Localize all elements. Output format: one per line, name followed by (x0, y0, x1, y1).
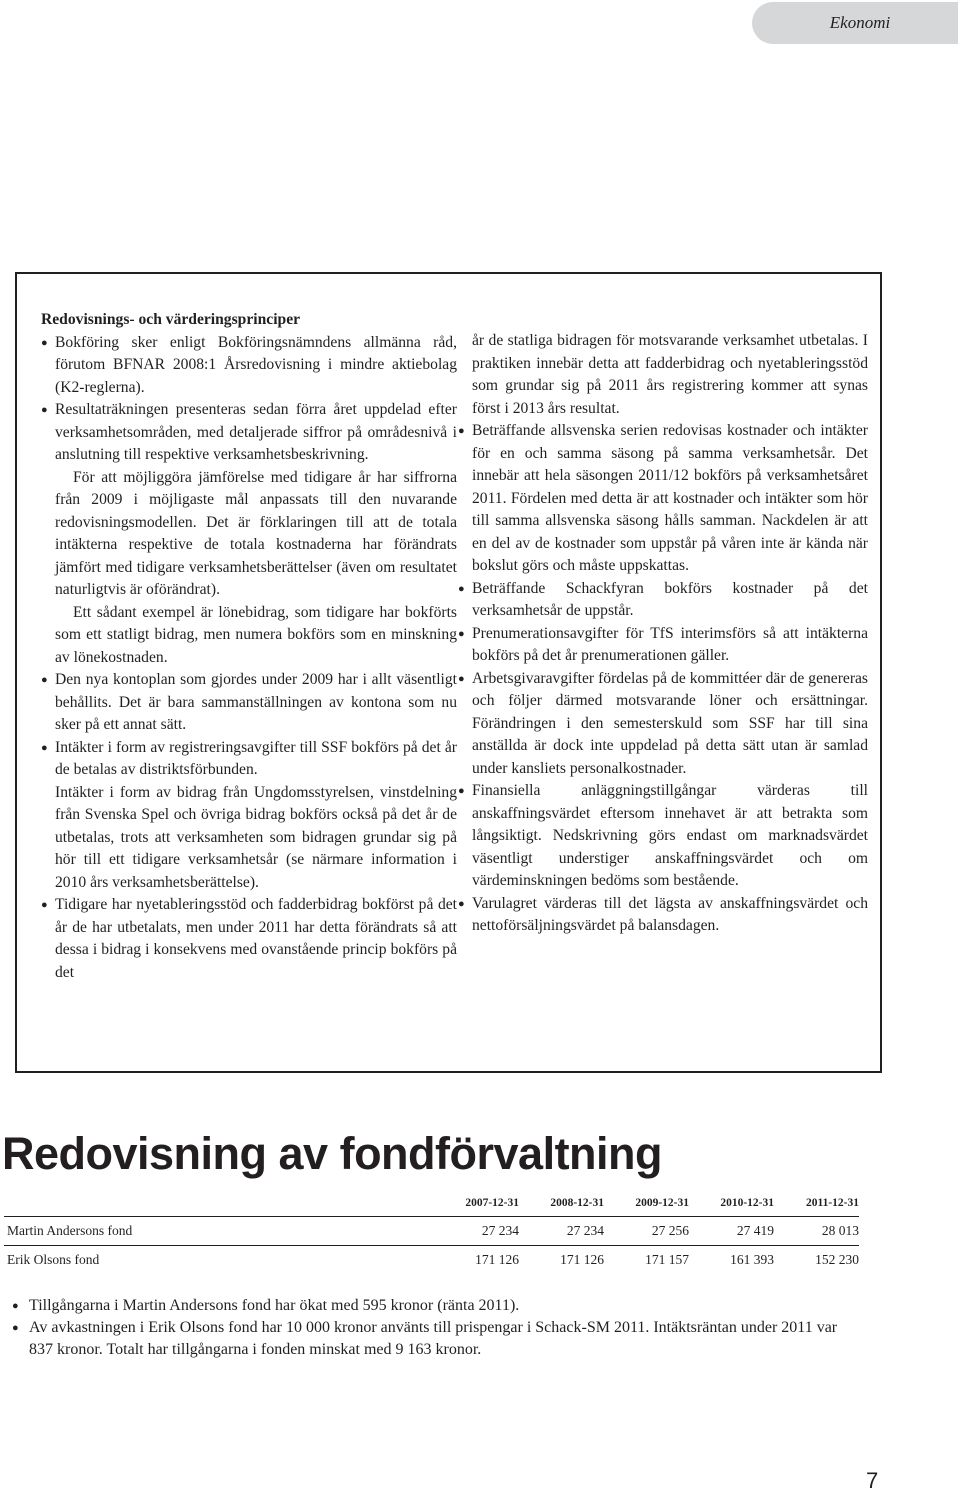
accounting-principles-box (15, 272, 882, 1073)
principle-bullet: ● Tidigare har nyetableringsstöd och fadderbidrag bokförst på det år de har utbetalats, men under 2011 har detta förändrats så att dessa i bidrag i konsekvens med ovanstående princip bokförs på det (41, 894, 457, 984)
principles-left-column (41, 309, 457, 984)
page-number: 7 (866, 1468, 879, 1493)
principle-bullet: ● Intäkter i form av registreringsavgifter till SSF bokförs på det år de betalas av distriktsförbunden. (41, 737, 457, 782)
principle-bullet: ● Bokföring sker enligt Bokföringsnämndens allmänna råd, förutom BFNAR 2008:1 Årsredovisning i mindre aktiebolag (K2-reglerna). (41, 332, 457, 400)
fund-note-bullet: ● Tillgångarna i Martin Andersons fond har ökat med 595 kronor (ränta 2011). (12, 1295, 862, 1317)
fund-notes (12, 1295, 862, 1361)
principle-bullet: ● Finansiella anläggningstillgångar värderas till anskaffningsvärdet eftersom innehavet är att betrakta som långsiktigt. Nedskrivning görs endast om marknadsvärdet väsentligt understiger anskaffningsvärdet och om värdeminskningen bedöms som bestående. (458, 780, 868, 893)
principle-bullet: ● Resultaträkningen presenteras sedan förra året uppdelad efter verksamhetsområden, med detaljerade siffror på områdesnivå i anslutning till respektive verksamhetsbeskrivning. (41, 399, 457, 467)
principle-paragraph: För att möjliggöra jämförelse med tidigare år har siffrorna från 2009 i möjligaste mål anpassats till den nuvarande redovisningsmodellen. Det är förklaringen till att de totala intäkterna respektive de totala kostnaderna har förändrats jämfört med tidigare verksamhetsberättelser (även om resultatet naturligtvis är oförändrat). (55, 468, 457, 598)
fund-section-title: Redovisning av fondförvaltning (2, 1128, 663, 1179)
fund-value: 28 013 (774, 1217, 859, 1246)
section-tab-label: Ekonomi (829, 13, 891, 32)
fund-value: 171 126 (519, 1246, 604, 1275)
fund-value: 27 234 (519, 1217, 604, 1246)
fund-note-bullet: ● Av avkastningen i Erik Olsons fond har 10 000 kronor använts till prispengar i Schack-SM 2011. Intäktsräntan under 2011 var 837 kronor. Totalt har tillgångarna i fonden minskat med 9 163 kronor. (12, 1317, 862, 1361)
column-header: 2008-12-31 (550, 1197, 604, 1209)
fund-value: 161 393 (689, 1246, 774, 1275)
fund-value: 27 234 (434, 1217, 519, 1246)
principle-paragraph: Ett sådant exempel är lönebidrag, som tidigare har bokförts som ett statligt bidrag, men numera bokförs som en minskning av lönekostnaden. (55, 603, 457, 666)
principles-right-column (458, 330, 868, 938)
principle-bullet: ● Beträffande allsvenska serien redovisas kostnader och intäkter för en och samma säsong på samma verksamhetsår. Det innebär att hela säsongen 2011/12 bokförs på verksamhetsåret 2011. Fördelen med detta är att kostnader och intäkter som hör till samma allsvenska säsong hålls samman. Nackdelen är att en del av de kostnader som uppstår på våren inte är kända när bokslut görs och måste uppskattas. (458, 420, 868, 578)
fund-value: 27 256 (604, 1217, 689, 1246)
fund-name: Erik Olsons fond (4, 1246, 434, 1275)
principle-bullet: ● Beträffande Schackfyran bokförs kostnader på det verksamhetsår de uppstår. (458, 578, 868, 623)
principle-paragraph: Intäkter i form av bidrag från Ungdomsstyrelsen, vinstdelning från Svenska Spel och övriga bidrag bokförs också på det år de utbetalas, trots att verksamheten som bidragen grundar sig på hör till ett tidigare verksamhetsår (se närmare information i 2010 års verksamhetsberättelse). (55, 783, 457, 891)
table-row (4, 1217, 859, 1246)
principle-bullet: ● Varulagret värderas till det lägsta av anskaffningsvärdet och nettoförsäljningsvärdet på balansdagen. (458, 893, 868, 938)
fund-table-corner (4, 1190, 434, 1217)
fund-value: 152 230 (774, 1246, 859, 1275)
column-header: 2007-12-31 (465, 1197, 519, 1209)
principle-bullet: ● Prenumerationsavgifter för TfS interimsförs så att intäkterna bokförs på det år prenumerationen gäller. (458, 623, 868, 668)
principle-bullet: ● Arbetsgivaravgifter fördelas på de kommittéer där de genereras och följer därmed motsvarande löner och ersättningar. Förändringen i den semesterskuld som SSF har till sina anställda är dock inte uppdelad på detta sätt utan är samlad under kansliets personalkostnader. (458, 668, 868, 781)
column-header: 2009-12-31 (635, 1197, 689, 1209)
fund-table-header (4, 1190, 859, 1217)
fund-value: 171 126 (434, 1246, 519, 1275)
fund-name: Martin Andersons fond (4, 1217, 434, 1246)
principle-bullet: ● Den nya kontoplan som gjordes under 2009 har i allt väsentligt behållits. Det är bara sammanställningen av kontona som nu sker på ett annat sätt. (41, 669, 457, 737)
principle-paragraph: år de statliga bidragen för motsvarande verksamhet utbetalas. I praktiken innebär detta att fadderbidrag och nyetableringsstöd som grundar sig på 2011 års registrering kommer att synas först i 2013 års resultat. (472, 332, 868, 417)
table-row (4, 1246, 859, 1275)
section-tab (752, 2, 958, 44)
fund-table (4, 1190, 859, 1274)
column-header: 2010-12-31 (720, 1197, 774, 1209)
fund-value: 171 157 (604, 1246, 689, 1275)
principles-heading: Redovisnings- och värderingsprinciper (41, 311, 301, 328)
column-header: 2011-12-31 (805, 1197, 859, 1209)
fund-value: 27 419 (689, 1217, 774, 1246)
